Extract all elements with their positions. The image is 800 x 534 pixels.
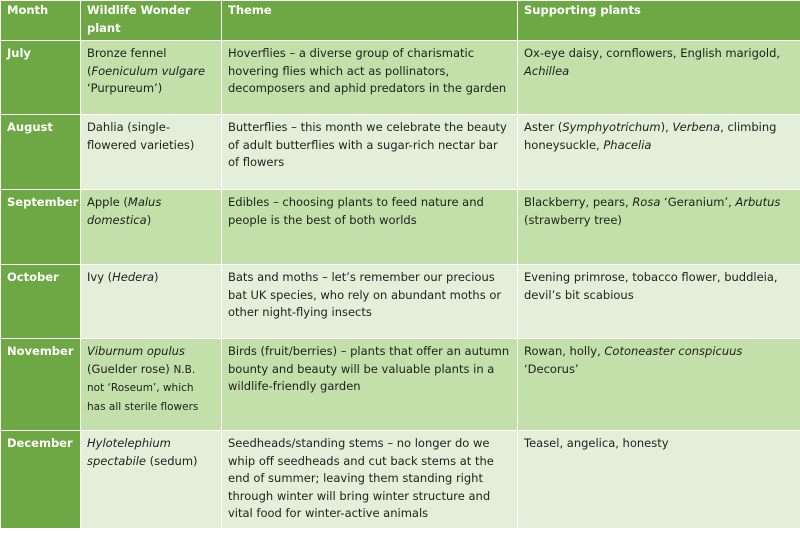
italic-text-segment: Viburnum opulus — [87, 344, 185, 358]
text-segment: ) — [146, 212, 152, 227]
text-segment: ‘Geranium’, — [660, 195, 736, 209]
plant-cell — [81, 115, 222, 190]
text-segment: Rowan, holly, — [524, 344, 605, 358]
italic-text-segment: Malus domestica — [87, 195, 162, 227]
supporting-cell — [518, 431, 800, 529]
theme-cell: Birds (fruit/berries) – plants that offer an autumn bounty and beauty will be valuable plants in a wildlife-friendly garden — [222, 339, 518, 431]
supporting-cell — [518, 265, 800, 339]
header-plant: Wildlife Wonder plant — [81, 1, 222, 41]
text-segment: (sedum) — [146, 453, 198, 468]
text-segment: Bronze fennel ( — [87, 46, 167, 78]
italic-text-segment: Foeniculum vulgare — [91, 63, 206, 78]
header-theme: Theme — [222, 1, 518, 41]
text-segment: Evening primrose, tobacco flower, buddleia, devil’s bit scabious — [524, 270, 778, 302]
month-cell: December — [1, 431, 81, 529]
text-segment: Dahlia (single-flowered varieties) — [87, 120, 195, 152]
note-text-segment: N.B. not ‘Roseum’, which has all sterile flowers — [87, 363, 199, 413]
theme-cell: Seedheads/standing stems – no longer do we whip off seedheads and cut back stems at the end of summer; leaving them standing right through winter will bring winter structure and vital food for winter-active animals — [222, 431, 518, 529]
table-row — [1, 431, 800, 529]
table-row — [1, 41, 800, 115]
text-segment: Aster ( — [524, 120, 563, 134]
plant-cell — [81, 431, 222, 529]
text-segment: ‘Decorus’ — [524, 361, 579, 376]
text-segment: Teasel, angelica, honesty — [524, 436, 669, 450]
text-segment: Ox-eye daisy, cornflowers, English marigold, — [524, 46, 781, 60]
text-segment: Blackberry, pears, — [524, 195, 633, 209]
supporting-cell — [518, 115, 800, 190]
italic-text-segment: Achillea — [524, 63, 570, 78]
italic-text-segment: Hedera — [112, 270, 155, 284]
header-month: Month — [1, 1, 81, 41]
italic-text-segment: Symphyotrichum — [562, 120, 661, 134]
month-cell: August — [1, 115, 81, 190]
theme-cell: Hoverflies – a diverse group of charismatic hovering flies which act as pollinators, decomposers and aphid predators in the garden — [222, 41, 518, 115]
text-segment: Ivy ( — [87, 270, 113, 284]
theme-cell: Bats and moths – let’s remember our precious bat UK species, who rely on abundant moths or other night-flying insects — [222, 265, 518, 339]
supporting-cell — [518, 339, 800, 431]
month-cell: September — [1, 190, 81, 265]
italic-text-segment: Hylotelephium spectabile — [87, 436, 171, 468]
text-segment: (strawberry tree) — [524, 212, 622, 227]
text-segment: (Guelder rose) — [87, 361, 174, 376]
text-segment: ), — [660, 120, 673, 134]
month-cell: November — [1, 339, 81, 431]
text-segment: ‘Purpureum’) — [87, 81, 163, 95]
italic-text-segment: Cotoneaster conspicuus — [604, 344, 743, 358]
plant-cell — [81, 339, 222, 431]
text-segment: Apple ( — [87, 195, 128, 209]
table-row — [1, 339, 800, 431]
plant-cell — [81, 190, 222, 265]
plant-cell — [81, 41, 222, 115]
theme-cell: Edibles – choosing plants to feed nature and people is the best of both worlds — [222, 190, 518, 265]
italic-text-segment: Phacelia — [603, 137, 652, 152]
month-cell: July — [1, 41, 81, 115]
text-segment: , climbing honeysuckle, — [524, 120, 777, 152]
supporting-cell — [518, 41, 800, 115]
italic-text-segment: Arbutus — [735, 195, 781, 209]
italic-text-segment: Verbena — [672, 120, 721, 134]
plant-cell — [81, 265, 222, 339]
theme-cell: Butterflies – this month we celebrate the beauty of adult butterflies with a sugar-rich nectar bar of flowers — [222, 115, 518, 190]
table-row — [1, 115, 800, 190]
month-cell: October — [1, 265, 81, 339]
header-row — [1, 1, 800, 41]
italic-text-segment: Rosa — [632, 195, 661, 209]
supporting-cell — [518, 190, 800, 265]
text-segment: ) — [154, 270, 159, 284]
header-supporting: Supporting plants — [518, 1, 800, 41]
table-row — [1, 265, 800, 339]
table-row — [1, 190, 800, 265]
